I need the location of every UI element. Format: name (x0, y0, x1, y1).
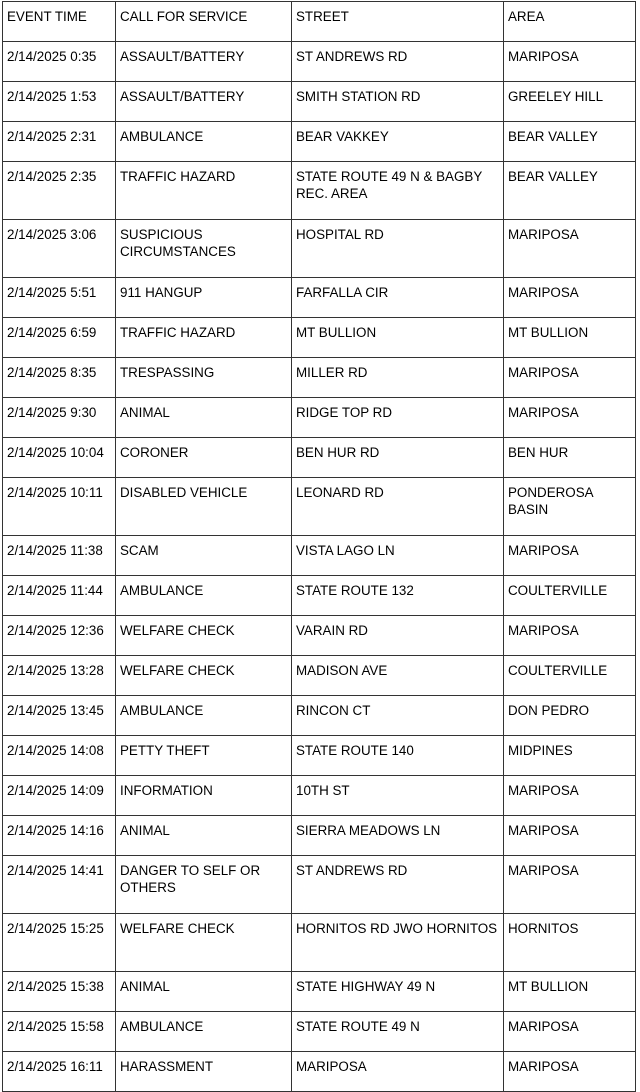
street-cell: VARAIN RD (292, 616, 504, 656)
area-cell: BEN HUR (504, 438, 636, 478)
street-cell: STATE ROUTE 49 N (292, 1012, 504, 1052)
street-cell: MILLER RD (292, 358, 504, 398)
header-row (3, 2, 636, 42)
call-log-table (2, 1, 636, 1092)
event-time-cell: 2/14/2025 12:36 (3, 616, 116, 656)
street-cell: BEN HUR RD (292, 438, 504, 478)
table-row (3, 576, 636, 616)
call-type-cell: SUSPICIOUS CIRCUMSTANCES (116, 220, 292, 278)
call-type-cell: DANGER TO SELF OR OTHERS (116, 856, 292, 914)
street-cell: ST ANDREWS RD (292, 42, 504, 82)
header-event-time: EVENT TIME (3, 2, 116, 42)
call-type-cell: ANIMAL (116, 398, 292, 438)
event-time-cell: 2/14/2025 14:09 (3, 776, 116, 816)
table-row (3, 42, 636, 82)
table-row (3, 776, 636, 816)
table-row (3, 616, 636, 656)
area-cell: MARIPOSA (504, 278, 636, 318)
street-cell: ST ANDREWS RD (292, 856, 504, 914)
event-time-cell: 2/14/2025 11:38 (3, 536, 116, 576)
table-row (3, 972, 636, 1012)
street-cell: BEAR VAKKEY (292, 122, 504, 162)
call-type-cell: DISABLED VEHICLE (116, 478, 292, 536)
event-time-cell: 2/14/2025 2:35 (3, 162, 116, 220)
table-row (3, 122, 636, 162)
table-row (3, 696, 636, 736)
event-time-cell: 2/14/2025 15:38 (3, 972, 116, 1012)
area-cell: MARIPOSA (504, 856, 636, 914)
event-time-cell: 2/14/2025 16:11 (3, 1052, 116, 1092)
street-cell: VISTA LAGO LN (292, 536, 504, 576)
call-type-cell: INFORMATION (116, 776, 292, 816)
event-time-cell: 2/14/2025 11:44 (3, 576, 116, 616)
area-cell: MARIPOSA (504, 1052, 636, 1092)
call-type-cell: CORONER (116, 438, 292, 478)
street-cell: STATE HIGHWAY 49 N (292, 972, 504, 1012)
header-area: AREA (504, 2, 636, 42)
table-row (3, 536, 636, 576)
event-time-cell: 2/14/2025 3:06 (3, 220, 116, 278)
street-cell: MT BULLION (292, 318, 504, 358)
call-type-cell: AMBULANCE (116, 696, 292, 736)
area-cell: MARIPOSA (504, 358, 636, 398)
area-cell: MARIPOSA (504, 776, 636, 816)
street-cell: HOSPITAL RD (292, 220, 504, 278)
event-time-cell: 2/14/2025 0:35 (3, 42, 116, 82)
call-type-cell: AMBULANCE (116, 576, 292, 616)
table-row (3, 398, 636, 438)
area-cell: MARIPOSA (504, 536, 636, 576)
area-cell: HORNITOS (504, 914, 636, 972)
event-time-cell: 2/14/2025 2:31 (3, 122, 116, 162)
street-cell: FARFALLA CIR (292, 278, 504, 318)
street-cell: STATE ROUTE 132 (292, 576, 504, 616)
street-cell: LEONARD RD (292, 478, 504, 536)
header-call-for-service: CALL FOR SERVICE (116, 2, 292, 42)
call-type-cell: ANIMAL (116, 816, 292, 856)
table-row (3, 1012, 636, 1052)
area-cell: MARIPOSA (504, 398, 636, 438)
call-type-cell: TRAFFIC HAZARD (116, 162, 292, 220)
call-type-cell: ANIMAL (116, 972, 292, 1012)
table-row (3, 856, 636, 914)
table-row (3, 278, 636, 318)
event-time-cell: 2/14/2025 14:41 (3, 856, 116, 914)
table-row (3, 220, 636, 278)
area-cell: BEAR VALLEY (504, 162, 636, 220)
area-cell: DON PEDRO (504, 696, 636, 736)
event-time-cell: 2/14/2025 13:28 (3, 656, 116, 696)
area-cell: BEAR VALLEY (504, 122, 636, 162)
call-type-cell: TRAFFIC HAZARD (116, 318, 292, 358)
event-time-cell: 2/14/2025 15:58 (3, 1012, 116, 1052)
table-row (3, 1052, 636, 1092)
table-row (3, 478, 636, 536)
event-time-cell: 2/14/2025 14:08 (3, 736, 116, 776)
call-type-cell: WELFARE CHECK (116, 914, 292, 972)
call-type-cell: HARASSMENT (116, 1052, 292, 1092)
street-cell: SMITH STATION RD (292, 82, 504, 122)
call-type-cell: SCAM (116, 536, 292, 576)
table-row (3, 736, 636, 776)
area-cell: MARIPOSA (504, 816, 636, 856)
call-type-cell: TRESPASSING (116, 358, 292, 398)
area-cell: MARIPOSA (504, 42, 636, 82)
street-cell: MARIPOSA (292, 1052, 504, 1092)
table-row (3, 438, 636, 478)
event-time-cell: 2/14/2025 14:16 (3, 816, 116, 856)
call-type-cell: 911 HANGUP (116, 278, 292, 318)
call-type-cell: WELFARE CHECK (116, 616, 292, 656)
area-cell: GREELEY HILL (504, 82, 636, 122)
event-time-cell: 2/14/2025 15:25 (3, 914, 116, 972)
call-type-cell: AMBULANCE (116, 1012, 292, 1052)
call-type-cell: PETTY THEFT (116, 736, 292, 776)
header-street: STREET (292, 2, 504, 42)
table-row (3, 82, 636, 122)
table-row (3, 914, 636, 972)
street-cell: MADISON AVE (292, 656, 504, 696)
table-row (3, 162, 636, 220)
area-cell: PONDEROSA BASIN (504, 478, 636, 536)
call-type-cell: AMBULANCE (116, 122, 292, 162)
event-time-cell: 2/14/2025 5:51 (3, 278, 116, 318)
event-time-cell: 2/14/2025 8:35 (3, 358, 116, 398)
event-time-cell: 2/14/2025 10:04 (3, 438, 116, 478)
call-type-cell: WELFARE CHECK (116, 656, 292, 696)
area-cell: MIDPINES (504, 736, 636, 776)
street-cell: RIDGE TOP RD (292, 398, 504, 438)
street-cell: HORNITOS RD JWO HORNITOS (292, 914, 504, 972)
event-time-cell: 2/14/2025 9:30 (3, 398, 116, 438)
table-row (3, 318, 636, 358)
call-type-cell: ASSAULT/BATTERY (116, 42, 292, 82)
area-cell: MARIPOSA (504, 1012, 636, 1052)
area-cell: COULTERVILLE (504, 576, 636, 616)
event-time-cell: 2/14/2025 6:59 (3, 318, 116, 358)
table-row (3, 656, 636, 696)
call-type-cell: ASSAULT/BATTERY (116, 82, 292, 122)
street-cell: STATE ROUTE 140 (292, 736, 504, 776)
street-cell: 10TH ST (292, 776, 504, 816)
event-time-cell: 2/14/2025 13:45 (3, 696, 116, 736)
event-time-cell: 2/14/2025 1:53 (3, 82, 116, 122)
event-time-cell: 2/14/2025 10:11 (3, 478, 116, 536)
table-row (3, 358, 636, 398)
area-cell: COULTERVILLE (504, 656, 636, 696)
street-cell: RINCON CT (292, 696, 504, 736)
area-cell: MARIPOSA (504, 220, 636, 278)
street-cell: STATE ROUTE 49 N & BAGBY REC. AREA (292, 162, 504, 220)
table-row (3, 816, 636, 856)
area-cell: MT BULLION (504, 318, 636, 358)
area-cell: MARIPOSA (504, 616, 636, 656)
street-cell: SIERRA MEADOWS LN (292, 816, 504, 856)
area-cell: MT BULLION (504, 972, 636, 1012)
